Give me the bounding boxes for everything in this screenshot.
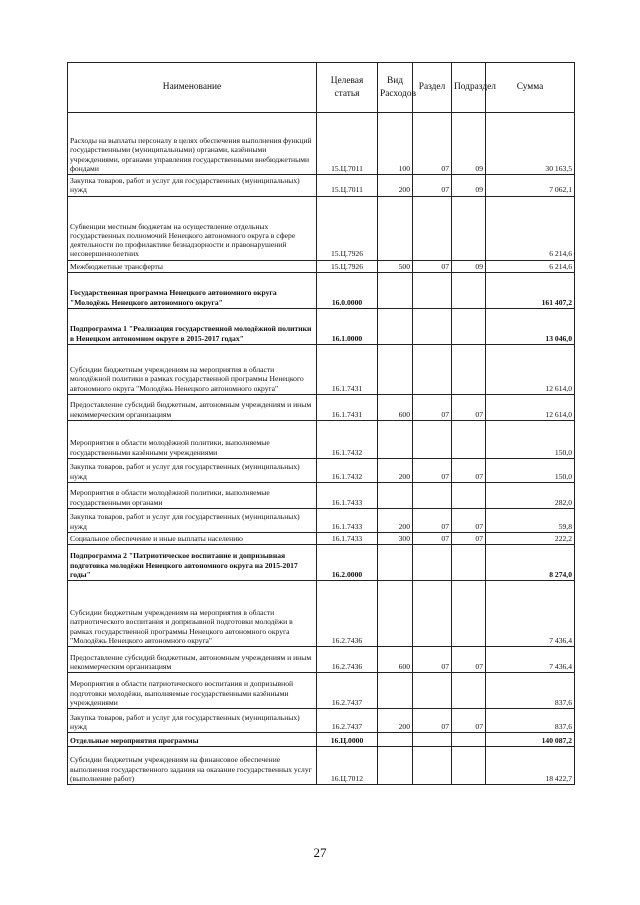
row-sum: 59,8 (486, 508, 575, 532)
row-section: 07 (413, 175, 452, 197)
row-section: 07 (413, 113, 452, 175)
row-sum: 161 407,2 (486, 272, 575, 308)
row-expense-type (378, 482, 413, 508)
row-expense-type: 300 (378, 532, 413, 544)
row-name: Субсидии бюджетным учреждениям на мероприятия в области патриотического воспитания и допризывной подготовки молодёжи в рамках государственной программы Ненецкого автономного округа "Молодёжь Ненецкого автономного округа" (68, 581, 317, 647)
row-sum: 837,6 (486, 673, 575, 709)
row-subsection: 07 (452, 647, 486, 673)
row-sum: 140 087,2 (486, 733, 575, 747)
row-target-article: 16.1.7432 (317, 420, 378, 458)
row-name: Социальное обеспечение и иные выплаты населению (68, 532, 317, 544)
row-section (413, 747, 452, 785)
row-target-article: 16.2.7436 (317, 581, 378, 647)
row-expense-type (378, 308, 413, 344)
row-sum: 7 436,4 (486, 581, 575, 647)
table-row (68, 545, 575, 581)
row-section (413, 581, 452, 647)
row-target-article: 15.Ц.7926 (317, 260, 378, 272)
row-subsection (452, 581, 486, 647)
row-name: Закупка товаров, работ и услуг для государственных (муниципальных) нужд (68, 458, 317, 482)
header-expense-type: Вид Расходов (378, 63, 413, 113)
row-target-article: 16.2.7437 (317, 709, 378, 733)
table-row (68, 673, 575, 709)
row-name: Предоставление субсидий бюджетным, автономным учреждениям и иным некоммерческим организациям (68, 394, 317, 420)
row-target-article: 16.1.7433 (317, 482, 378, 508)
row-subsection: 07 (452, 709, 486, 733)
row-section: 07 (413, 508, 452, 532)
row-section (413, 420, 452, 458)
table-row (68, 647, 575, 673)
table-row (68, 532, 575, 544)
row-expense-type (378, 545, 413, 581)
row-subsection: 07 (452, 532, 486, 544)
row-section (413, 673, 452, 709)
row-name: Межбюджетные трансферты (68, 260, 317, 272)
row-subsection: 07 (452, 508, 486, 532)
row-section: 07 (413, 532, 452, 544)
table-row (68, 581, 575, 647)
row-target-article: 16.2.0000 (317, 545, 378, 581)
row-section: 07 (413, 458, 452, 482)
row-target-article: 16.0.0000 (317, 272, 378, 308)
row-section (413, 344, 452, 394)
row-name: Мероприятия в области патриотического воспитания и допризывной подготовки молодёжи, выполняемые государственными казёнными учреждениями (68, 673, 317, 709)
row-expense-type (378, 272, 413, 308)
row-name: Мероприятия в области молодёжной политики, выполняемые государственными казёнными учреждениями (68, 420, 317, 458)
row-subsection (452, 344, 486, 394)
header-section: Раздел (413, 63, 452, 113)
row-target-article: 16.1.7433 (317, 508, 378, 532)
row-section (413, 545, 452, 581)
row-name: Подпрограмма 1 "Реализация государственной молодёжной политики в Ненецком автономном округе в 2015-2017 годах" (68, 308, 317, 344)
row-subsection (452, 420, 486, 458)
row-subsection (452, 308, 486, 344)
row-section (413, 272, 452, 308)
row-sum: 8 274,0 (486, 545, 575, 581)
row-section (413, 482, 452, 508)
header-subsection: Подраздел (452, 63, 486, 113)
row-section (413, 196, 452, 260)
row-name: Закупка товаров, работ и услуг для государственных (муниципальных) нужд (68, 709, 317, 733)
table-row (68, 308, 575, 344)
row-section (413, 733, 452, 747)
row-subsection (452, 545, 486, 581)
row-name: Отдельные мероприятия программы (68, 733, 317, 747)
row-sum: 222,2 (486, 532, 575, 544)
row-subsection: 09 (452, 175, 486, 197)
row-name: Субсидии бюджетным учреждениям на мероприятия в области молодёжной политики в рамках государственной программы Ненецкого автономного округа "Молодёжь Ненецкого автономного округа" (68, 344, 317, 394)
header-target-article: Целевая статья (317, 63, 378, 113)
row-sum: 12 614,0 (486, 344, 575, 394)
row-sum: 18 422,7 (486, 747, 575, 785)
row-expense-type: 600 (378, 647, 413, 673)
table-row (68, 272, 575, 308)
row-sum: 7 436,4 (486, 647, 575, 673)
row-name: Подпрограмма 2 "Патриотическое воспитание и допризывная подготовка молодёжи Ненецкого автономного округа на 2015-2017 годы" (68, 545, 317, 581)
row-expense-type: 200 (378, 175, 413, 197)
header-sum: Сумма (486, 63, 575, 113)
row-expense-type: 600 (378, 394, 413, 420)
row-expense-type: 200 (378, 458, 413, 482)
row-name: Субсидии бюджетным учреждениям на финансовое обеспечение выполнения государственного задания на оказание государственных услуг (выполнение работ) (68, 747, 317, 785)
row-target-article: 15.Ц.7011 (317, 113, 378, 175)
row-subsection: 09 (452, 260, 486, 272)
row-sum: 6 214,6 (486, 196, 575, 260)
row-sum: 837,6 (486, 709, 575, 733)
table-row (68, 196, 575, 260)
row-expense-type (378, 673, 413, 709)
row-target-article: 16.1.7433 (317, 532, 378, 544)
row-name: Расходы на выплаты персоналу в целях обеспечения выполнения функций государственными (муниципальными) органами, казёнными учреждениями, органами управления государственными внебюджетными фондами (68, 113, 317, 175)
row-expense-type (378, 581, 413, 647)
row-target-article: 16.Ц.7012 (317, 747, 378, 785)
row-target-article: 16.2.7436 (317, 647, 378, 673)
budget-table-body (68, 113, 575, 785)
table-row (68, 113, 575, 175)
row-sum: 7 062,1 (486, 175, 575, 197)
table-row (68, 733, 575, 747)
table-row (68, 394, 575, 420)
row-sum: 12 614,0 (486, 394, 575, 420)
row-sum: 150,0 (486, 420, 575, 458)
row-subsection (452, 196, 486, 260)
row-sum: 6 214,6 (486, 260, 575, 272)
row-target-article: 16.1.7431 (317, 344, 378, 394)
row-subsection (452, 673, 486, 709)
row-name: Мероприятия в области молодёжной политики, выполняемые государственными органами (68, 482, 317, 508)
row-sum: 282,0 (486, 482, 575, 508)
row-expense-type (378, 344, 413, 394)
row-subsection (452, 482, 486, 508)
row-target-article: 16.1.7431 (317, 394, 378, 420)
table-row (68, 420, 575, 458)
row-target-article: 16.Ц.0000 (317, 733, 378, 747)
table-row (68, 260, 575, 272)
row-section: 07 (413, 647, 452, 673)
row-expense-type: 500 (378, 260, 413, 272)
row-subsection (452, 747, 486, 785)
table-row (68, 175, 575, 197)
row-section: 07 (413, 260, 452, 272)
row-name: Закупка товаров, работ и услуг для государственных (муниципальных) нужд (68, 175, 317, 197)
row-subsection (452, 272, 486, 308)
table-row (68, 344, 575, 394)
table-row (68, 747, 575, 785)
row-target-article: 15.Ц.7926 (317, 196, 378, 260)
row-subsection (452, 733, 486, 747)
row-name: Государственная программа Ненецкого автономного округа "Молодёжь Ненецкого автономного округа" (68, 272, 317, 308)
row-sum: 30 163,5 (486, 113, 575, 175)
budget-table (67, 62, 575, 785)
row-expense-type (378, 733, 413, 747)
row-section: 07 (413, 394, 452, 420)
row-target-article: 15.Ц.7011 (317, 175, 378, 197)
row-expense-type: 200 (378, 508, 413, 532)
table-row (68, 458, 575, 482)
table-row (68, 709, 575, 733)
row-section (413, 308, 452, 344)
table-row (68, 508, 575, 532)
row-target-article: 16.2.7437 (317, 673, 378, 709)
row-sum: 150,0 (486, 458, 575, 482)
row-expense-type (378, 420, 413, 458)
row-subsection: 09 (452, 113, 486, 175)
row-expense-type: 200 (378, 709, 413, 733)
row-section: 07 (413, 709, 452, 733)
row-name: Субвенции местным бюджетам на осуществление отдельных государственных полномочий Ненецкого автономного округа в сфере деятельности по профилактике безнадзорности и правонарушений несовершеннолетних (68, 196, 317, 260)
row-expense-type (378, 196, 413, 260)
table-row (68, 482, 575, 508)
row-expense-type: 100 (378, 113, 413, 175)
row-name: Предоставление субсидий бюджетным, автономным учреждениям и иным некоммерческим организациям (68, 647, 317, 673)
row-subsection: 07 (452, 394, 486, 420)
row-expense-type (378, 747, 413, 785)
row-target-article: 16.1.7432 (317, 458, 378, 482)
table-header-row (68, 63, 575, 113)
row-name: Закупка товаров, работ и услуг для государственных (муниципальных) нужд (68, 508, 317, 532)
row-target-article: 16.1.0000 (317, 308, 378, 344)
page-number: 27 (313, 845, 327, 860)
row-subsection: 07 (452, 458, 486, 482)
row-sum: 13 046,0 (486, 308, 575, 344)
header-name: Наименование (68, 63, 317, 113)
